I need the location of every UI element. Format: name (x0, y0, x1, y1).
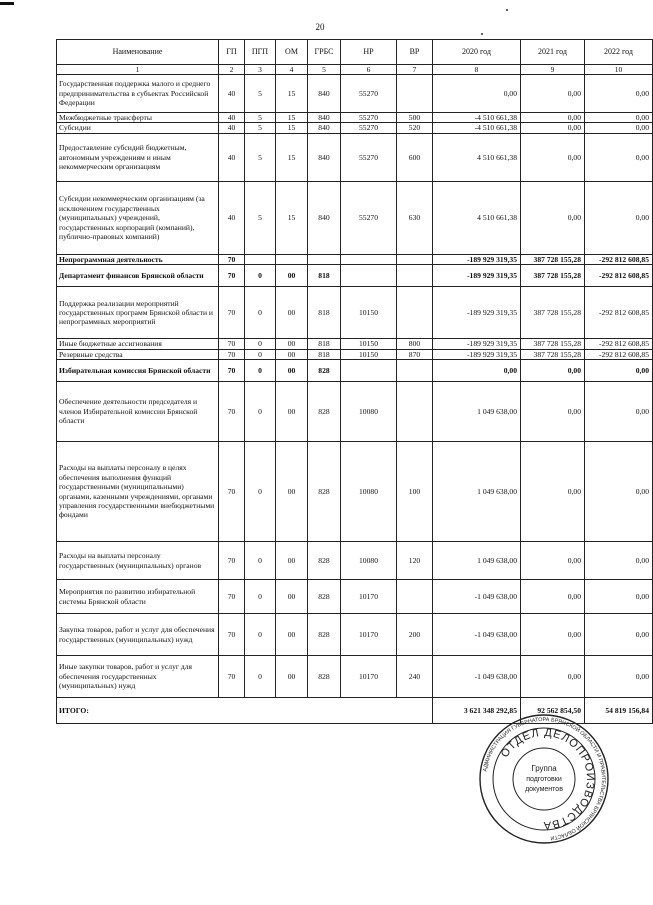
table-row (57, 614, 653, 656)
cell-nr: 55270 (341, 75, 397, 113)
cell-om: 00 (276, 656, 308, 698)
cell-pgp: 0 (245, 656, 276, 698)
cell-nr (341, 265, 397, 287)
cell-grbs: 818 (308, 287, 341, 339)
table-row (57, 113, 653, 123)
cell-gp: 70 (219, 265, 245, 287)
cell-y2020: 4 510 661,38 (433, 133, 521, 181)
col-index: 7 (397, 65, 433, 75)
cell-y2020: 1 049 638,00 (433, 442, 521, 542)
cell-name: Расходы на выплаты персоналу государственных (муниципальных) органов (57, 542, 219, 580)
col-header: ПГП (245, 40, 276, 65)
cell-grbs: 818 (308, 339, 341, 349)
cell-y2020: -189 929 319,35 (433, 287, 521, 339)
cell-y2022: 0,00 (585, 360, 653, 382)
table-row (57, 656, 653, 698)
col-header: 2022 год (585, 40, 653, 65)
table-row (57, 75, 653, 113)
stamp-outer-text: АДМИНИСТРАЦИЯ ГУБЕРНАТОРА БРЯНСКОЙ ОБЛАСТИ И ПРАВИТЕЛЬСТВА БРЯНСКОЙ ОБЛАСТИ (482, 716, 607, 841)
table-row (57, 339, 653, 349)
col-index: 9 (521, 65, 585, 75)
cell-om: 00 (276, 542, 308, 580)
cell-y2020: -189 929 319,35 (433, 254, 521, 264)
cell-y2021: 0,00 (521, 75, 585, 113)
col-index: 1 (57, 65, 219, 75)
cell-gp: 40 (219, 75, 245, 113)
cell-om: 00 (276, 614, 308, 656)
cell-vr (397, 254, 433, 264)
cell-gp: 70 (219, 580, 245, 614)
table-row (57, 360, 653, 382)
cell-vr: 600 (397, 133, 433, 181)
cell-grbs: 828 (308, 382, 341, 442)
cell-y2021: 0,00 (521, 123, 585, 133)
col-index: 8 (433, 65, 521, 75)
scan-mark (0, 2, 14, 5)
col-header: 2021 год (521, 40, 585, 65)
cell-om: 15 (276, 123, 308, 133)
cell-name: Департамент финансов Брянской области (57, 265, 219, 287)
cell-nr: 10170 (341, 656, 397, 698)
table-row (57, 133, 653, 181)
cell-y2021: 0,00 (521, 580, 585, 614)
cell-y2020: -1 049 638,00 (433, 656, 521, 698)
cell-y2020: 1 049 638,00 (433, 382, 521, 442)
cell-vr (397, 580, 433, 614)
cell-y2021: 0,00 (521, 181, 585, 254)
col-index: 3 (245, 65, 276, 75)
cell-om (276, 254, 308, 264)
cell-pgp: 5 (245, 181, 276, 254)
cell-pgp: 0 (245, 287, 276, 339)
cell-name: Мероприятия по развитию избирательной системы Брянской области (57, 580, 219, 614)
cell-pgp: 0 (245, 580, 276, 614)
cell-om: 15 (276, 113, 308, 123)
cell-y2022: 0,00 (585, 656, 653, 698)
cell-pgp: 5 (245, 123, 276, 133)
cell-vr: 870 (397, 349, 433, 359)
cell-y2021: 0,00 (521, 382, 585, 442)
cell-om: 00 (276, 265, 308, 287)
cell-vr (397, 75, 433, 113)
cell-vr (397, 382, 433, 442)
cell-gp: 40 (219, 113, 245, 123)
col-header: ГП (219, 40, 245, 65)
cell-pgp: 0 (245, 614, 276, 656)
table-row (57, 287, 653, 339)
cell-y2022: 0,00 (585, 113, 653, 123)
cell-grbs: 840 (308, 113, 341, 123)
cell-y2022: -292 812 608,85 (585, 254, 653, 264)
cell-nr: 55270 (341, 123, 397, 133)
cell-grbs: 828 (308, 442, 341, 542)
stamp-center-line: документов (525, 786, 563, 793)
cell-y2022: 0,00 (585, 181, 653, 254)
col-index: 5 (308, 65, 341, 75)
cell-y2021: 0,00 (521, 656, 585, 698)
cell-vr (397, 265, 433, 287)
cell-gp: 70 (219, 339, 245, 349)
cell-vr: 240 (397, 656, 433, 698)
cell-y2020: -4 510 661,38 (433, 123, 521, 133)
cell-name: Резервные средства (57, 349, 219, 359)
col-header: 2020 год (433, 40, 521, 65)
cell-nr: 10150 (341, 339, 397, 349)
cell-y2021: 0,00 (521, 542, 585, 580)
cell-y2021: 387 728 155,28 (521, 339, 585, 349)
cell-y2020: -189 929 319,35 (433, 349, 521, 359)
cell-vr: 800 (397, 339, 433, 349)
cell-y2020: 0,00 (433, 75, 521, 113)
cell-grbs: 828 (308, 542, 341, 580)
cell-name: Закупка товаров, работ и услуг для обеспечения государственных (муниципальных) нужд (57, 614, 219, 656)
cell-y2022: -292 812 608,85 (585, 339, 653, 349)
cell-pgp: 5 (245, 113, 276, 123)
cell-y2022: 0,00 (585, 75, 653, 113)
cell-nr: 10080 (341, 382, 397, 442)
cell-nr: 55270 (341, 113, 397, 123)
cell-vr: 120 (397, 542, 433, 580)
cell-nr: 10150 (341, 349, 397, 359)
col-header: ОМ (276, 40, 308, 65)
cell-grbs: 840 (308, 75, 341, 113)
cell-y2022: -292 812 608,85 (585, 265, 653, 287)
cell-om: 15 (276, 75, 308, 113)
cell-name: Избирательная комиссия Брянской области (57, 360, 219, 382)
cell-y2020: -189 929 319,35 (433, 339, 521, 349)
cell-y2022: 0,00 (585, 614, 653, 656)
cell-y2021: 387 728 155,28 (521, 287, 585, 339)
table-row (57, 123, 653, 133)
cell-y2022: 0,00 (585, 580, 653, 614)
cell-vr (397, 287, 433, 339)
stamp-center-line: подготовки (526, 776, 562, 783)
cell-name: Субсидии (57, 123, 219, 133)
col-header: Наименование (57, 40, 219, 65)
cell-gp: 40 (219, 133, 245, 181)
cell-y2020: -1 049 638,00 (433, 614, 521, 656)
cell-name: Предоставление субсидий бюджетным, автономным учреждениям и иным некоммерческим организациям (57, 133, 219, 181)
cell-om: 00 (276, 442, 308, 542)
col-header: ВР (397, 40, 433, 65)
col-header: НР (341, 40, 397, 65)
table-row (57, 442, 653, 542)
cell-nr: 55270 (341, 133, 397, 181)
cell-name: Государственная поддержка малого и среднего предпринимательства в субъектах Российской Федерации (57, 75, 219, 113)
cell-grbs: 818 (308, 265, 341, 287)
cell-om: 00 (276, 349, 308, 359)
total-2022: 54 819 156,84 (585, 698, 653, 724)
cell-om: 00 (276, 360, 308, 382)
cell-y2021: 0,00 (521, 442, 585, 542)
cell-nr: 10080 (341, 542, 397, 580)
cell-om: 00 (276, 382, 308, 442)
table-row (57, 254, 653, 264)
cell-nr: 10170 (341, 580, 397, 614)
cell-om: 15 (276, 181, 308, 254)
cell-grbs: 840 (308, 181, 341, 254)
cell-pgp: 0 (245, 360, 276, 382)
cell-name: Межбюджетные трансферты (57, 113, 219, 123)
cell-y2021: 0,00 (521, 614, 585, 656)
cell-om: 00 (276, 580, 308, 614)
table-row (57, 349, 653, 359)
cell-grbs: 818 (308, 349, 341, 359)
cell-y2022: 0,00 (585, 542, 653, 580)
stamp-ring-text: ОТДЕЛ ДЕЛОПРОИЗВОДСТВА (498, 726, 597, 832)
cell-gp: 40 (219, 181, 245, 254)
cell-gp: 70 (219, 360, 245, 382)
cell-vr: 100 (397, 442, 433, 542)
cell-pgp: 0 (245, 542, 276, 580)
cell-pgp: 0 (245, 382, 276, 442)
cell-nr: 55270 (341, 181, 397, 254)
header-row (57, 40, 653, 65)
cell-grbs (308, 254, 341, 264)
cell-vr: 520 (397, 123, 433, 133)
cell-grbs: 828 (308, 614, 341, 656)
cell-y2022: 0,00 (585, 382, 653, 442)
cell-gp: 40 (219, 123, 245, 133)
total-2020: 3 621 348 292,85 (433, 698, 521, 724)
total-label: ИТОГО: (57, 698, 433, 724)
cell-name: Иные бюджетные ассигнования (57, 339, 219, 349)
cell-y2022: -292 812 608,85 (585, 349, 653, 359)
table-row (57, 181, 653, 254)
cell-grbs: 840 (308, 123, 341, 133)
cell-pgp: 0 (245, 442, 276, 542)
cell-y2022: -292 812 608,85 (585, 287, 653, 339)
cell-om: 15 (276, 133, 308, 181)
table-row (57, 265, 653, 287)
cell-pgp: 0 (245, 265, 276, 287)
index-row (57, 65, 653, 75)
cell-pgp: 0 (245, 339, 276, 349)
col-header: ГРБС (308, 40, 341, 65)
cell-gp: 70 (219, 542, 245, 580)
cell-pgp: 0 (245, 349, 276, 359)
cell-y2020: 1 049 638,00 (433, 542, 521, 580)
cell-vr: 500 (397, 113, 433, 123)
cell-y2020: 4 510 661,38 (433, 181, 521, 254)
cell-vr (397, 360, 433, 382)
cell-gp: 70 (219, 442, 245, 542)
cell-gp: 70 (219, 382, 245, 442)
cell-pgp: 5 (245, 133, 276, 181)
cell-name: Субсидии некоммерческим организациям (за исключением государственных (муниципальных) учреждений, государственных корпораций (компаний), публично-правовых компаний) (57, 181, 219, 254)
cell-grbs: 840 (308, 133, 341, 181)
scan-dot (506, 9, 508, 11)
stamp-center-line: Группа (531, 764, 557, 773)
col-index: 4 (276, 65, 308, 75)
cell-y2020: -4 510 661,38 (433, 113, 521, 123)
cell-grbs: 828 (308, 580, 341, 614)
cell-y2021: 0,00 (521, 133, 585, 181)
page-number: 20 (315, 22, 325, 32)
cell-vr: 630 (397, 181, 433, 254)
col-index: 10 (585, 65, 653, 75)
cell-name: Расходы на выплаты персоналу в целях обеспечения выполнения функций государственными (муниципальными) органами, казенными учреждениями, органами управления государственными внебюджетными фондами (57, 442, 219, 542)
cell-y2022: 0,00 (585, 123, 653, 133)
cell-y2020: -189 929 319,35 (433, 265, 521, 287)
cell-y2021: 0,00 (521, 360, 585, 382)
cell-name: Непрограммная деятельность (57, 254, 219, 264)
budget-table (56, 39, 653, 724)
cell-om: 00 (276, 339, 308, 349)
cell-name: Обеспечение деятельности председателя и членов Избирательной комиссии Брянской области (57, 382, 219, 442)
cell-om: 00 (276, 287, 308, 339)
cell-pgp: 5 (245, 75, 276, 113)
cell-y2020: 0,00 (433, 360, 521, 382)
cell-name: Поддержка реализации мероприятий государственных программ Брянской области и непрограммных мероприятий (57, 287, 219, 339)
total-2021: 92 562 854,50 (521, 698, 585, 724)
office-stamp (478, 713, 610, 845)
cell-gp: 70 (219, 656, 245, 698)
table-row (57, 580, 653, 614)
cell-y2022: 0,00 (585, 133, 653, 181)
scan-dot (481, 33, 483, 35)
cell-vr: 200 (397, 614, 433, 656)
cell-nr (341, 254, 397, 264)
col-index: 2 (219, 65, 245, 75)
table-row (57, 542, 653, 580)
cell-nr (341, 360, 397, 382)
cell-nr: 10170 (341, 614, 397, 656)
cell-y2020: -1 049 638,00 (433, 580, 521, 614)
cell-gp: 70 (219, 287, 245, 339)
cell-grbs: 828 (308, 360, 341, 382)
cell-nr: 10150 (341, 287, 397, 339)
cell-nr: 10080 (341, 442, 397, 542)
table-row (57, 382, 653, 442)
col-index: 6 (341, 65, 397, 75)
cell-pgp (245, 254, 276, 264)
cell-y2021: 387 728 155,28 (521, 254, 585, 264)
cell-name: Иные закупки товаров, работ и услуг для обеспечения государственных (муниципальных) нужд (57, 656, 219, 698)
cell-gp: 70 (219, 349, 245, 359)
cell-y2022: 0,00 (585, 442, 653, 542)
cell-y2021: 0,00 (521, 113, 585, 123)
cell-y2021: 387 728 155,28 (521, 265, 585, 287)
cell-gp: 70 (219, 254, 245, 264)
cell-gp: 70 (219, 614, 245, 656)
cell-grbs: 828 (308, 656, 341, 698)
cell-y2021: 387 728 155,28 (521, 349, 585, 359)
